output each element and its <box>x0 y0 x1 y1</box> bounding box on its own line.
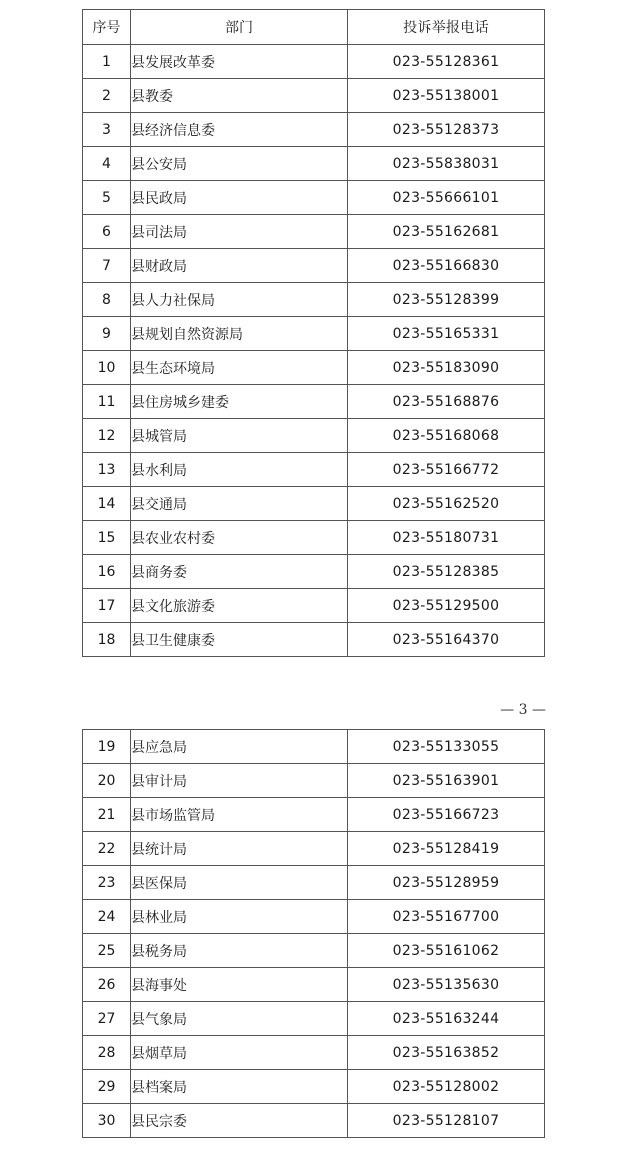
row-phone: 023-55162520 <box>348 487 545 521</box>
row-department: 县住房城乡建委 <box>131 385 348 419</box>
row-index: 4 <box>83 147 131 181</box>
row-index: 17 <box>83 589 131 623</box>
row-index: 2 <box>83 79 131 113</box>
page-number: — 3 — <box>500 702 546 718</box>
table-row <box>83 900 545 934</box>
row-department: 县水利局 <box>131 453 348 487</box>
row-phone: 023-55164370 <box>348 623 545 657</box>
row-department: 县税务局 <box>131 934 348 968</box>
row-phone: 023-55128959 <box>348 866 545 900</box>
row-department: 县应急局 <box>131 730 348 764</box>
row-department: 县教委 <box>131 79 348 113</box>
row-department: 县交通局 <box>131 487 348 521</box>
row-index: 21 <box>83 798 131 832</box>
row-phone: 023-55163852 <box>348 1036 545 1070</box>
header-department: 部门 <box>131 10 348 45</box>
table-row <box>83 1002 545 1036</box>
row-phone: 023-55161062 <box>348 934 545 968</box>
row-index: 9 <box>83 317 131 351</box>
row-phone: 023-55168068 <box>348 419 545 453</box>
row-index: 6 <box>83 215 131 249</box>
row-phone: 023-55129500 <box>348 589 545 623</box>
table-row <box>83 317 545 351</box>
row-department: 县档案局 <box>131 1070 348 1104</box>
table-row <box>83 113 545 147</box>
table-row <box>83 1104 545 1138</box>
row-phone: 023-55135630 <box>348 968 545 1002</box>
row-phone: 023-55133055 <box>348 730 545 764</box>
row-department: 县人力社保局 <box>131 283 348 317</box>
row-phone: 023-55128399 <box>348 283 545 317</box>
row-phone: 023-55165331 <box>348 317 545 351</box>
table-row <box>83 521 545 555</box>
row-index: 5 <box>83 181 131 215</box>
row-index: 30 <box>83 1104 131 1138</box>
table-header-row <box>83 10 545 45</box>
table-body-part1 <box>83 45 545 657</box>
table-row <box>83 351 545 385</box>
row-phone: 023-55162681 <box>348 215 545 249</box>
row-department: 县气象局 <box>131 1002 348 1036</box>
row-phone: 023-55183090 <box>348 351 545 385</box>
row-index: 25 <box>83 934 131 968</box>
table-row <box>83 589 545 623</box>
row-phone: 023-55128361 <box>348 45 545 79</box>
row-index: 24 <box>83 900 131 934</box>
row-department: 县医保局 <box>131 866 348 900</box>
row-department: 县市场监管局 <box>131 798 348 832</box>
row-department: 县卫生健康委 <box>131 623 348 657</box>
row-department: 县公安局 <box>131 147 348 181</box>
row-index: 14 <box>83 487 131 521</box>
row-phone: 023-55128107 <box>348 1104 545 1138</box>
table-row <box>83 249 545 283</box>
table-body-part2 <box>83 730 545 1138</box>
row-index: 1 <box>83 45 131 79</box>
table-row <box>83 832 545 866</box>
row-department: 县文化旅游委 <box>131 589 348 623</box>
table-row <box>83 764 545 798</box>
row-index: 12 <box>83 419 131 453</box>
row-index: 16 <box>83 555 131 589</box>
row-phone: 023-55128373 <box>348 113 545 147</box>
table-row <box>83 1036 545 1070</box>
row-index: 23 <box>83 866 131 900</box>
row-phone: 023-55166723 <box>348 798 545 832</box>
row-phone: 023-55180731 <box>348 521 545 555</box>
row-index: 10 <box>83 351 131 385</box>
row-phone: 023-55666101 <box>348 181 545 215</box>
row-index: 15 <box>83 521 131 555</box>
row-department: 县司法局 <box>131 215 348 249</box>
table-row <box>83 385 545 419</box>
row-phone: 023-55166830 <box>348 249 545 283</box>
row-index: 27 <box>83 1002 131 1036</box>
complaint-phone-table <box>82 9 545 657</box>
complaint-phone-table-continued <box>82 729 545 1138</box>
row-department: 县商务委 <box>131 555 348 589</box>
table-row <box>83 730 545 764</box>
table-row <box>83 181 545 215</box>
row-department: 县海事处 <box>131 968 348 1002</box>
table-row <box>83 79 545 113</box>
row-index: 28 <box>83 1036 131 1070</box>
table-row <box>83 623 545 657</box>
row-department: 县城管局 <box>131 419 348 453</box>
header-index: 序号 <box>83 10 131 45</box>
table-row <box>83 555 545 589</box>
row-phone: 023-55168876 <box>348 385 545 419</box>
table-row <box>83 419 545 453</box>
table-row <box>83 215 545 249</box>
table-row <box>83 866 545 900</box>
row-department: 县生态环境局 <box>131 351 348 385</box>
row-index: 13 <box>83 453 131 487</box>
header-phone: 投诉举报电话 <box>348 10 545 45</box>
row-index: 22 <box>83 832 131 866</box>
row-phone: 023-55128419 <box>348 832 545 866</box>
row-department: 县规划自然资源局 <box>131 317 348 351</box>
row-phone: 023-55167700 <box>348 900 545 934</box>
table-row <box>83 453 545 487</box>
row-phone: 023-55128385 <box>348 555 545 589</box>
row-department: 县经济信息委 <box>131 113 348 147</box>
row-phone: 023-55163901 <box>348 764 545 798</box>
row-index: 19 <box>83 730 131 764</box>
row-index: 26 <box>83 968 131 1002</box>
row-phone: 023-55138001 <box>348 79 545 113</box>
table-row <box>83 934 545 968</box>
row-phone: 023-55166772 <box>348 453 545 487</box>
table-row <box>83 147 545 181</box>
row-department: 县民政局 <box>131 181 348 215</box>
table-row <box>83 798 545 832</box>
row-index: 20 <box>83 764 131 798</box>
row-phone: 023-55128002 <box>348 1070 545 1104</box>
row-index: 7 <box>83 249 131 283</box>
row-department: 县财政局 <box>131 249 348 283</box>
table-row <box>83 283 545 317</box>
table-row <box>83 1070 545 1104</box>
row-department: 县林业局 <box>131 900 348 934</box>
row-department: 县民宗委 <box>131 1104 348 1138</box>
row-phone: 023-55163244 <box>348 1002 545 1036</box>
row-department: 县烟草局 <box>131 1036 348 1070</box>
table-row <box>83 45 545 79</box>
row-index: 8 <box>83 283 131 317</box>
table-row <box>83 487 545 521</box>
row-phone: 023-55838031 <box>348 147 545 181</box>
row-index: 3 <box>83 113 131 147</box>
row-department: 县农业农村委 <box>131 521 348 555</box>
row-index: 11 <box>83 385 131 419</box>
table-row <box>83 968 545 1002</box>
row-index: 29 <box>83 1070 131 1104</box>
row-department: 县统计局 <box>131 832 348 866</box>
row-department: 县审计局 <box>131 764 348 798</box>
row-department: 县发展改革委 <box>131 45 348 79</box>
row-index: 18 <box>83 623 131 657</box>
